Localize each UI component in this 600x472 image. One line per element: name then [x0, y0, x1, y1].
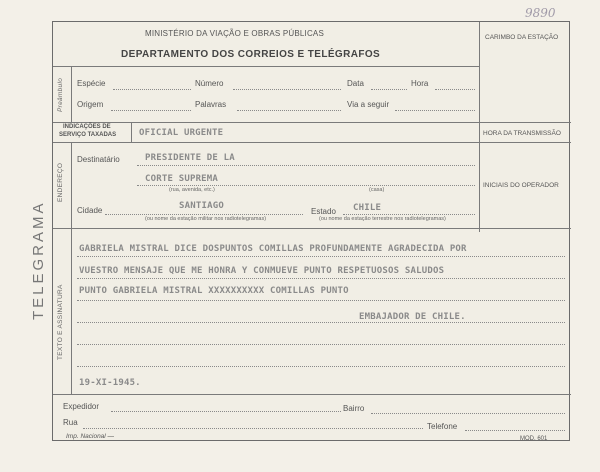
text-line-1: GABRIELA MISTRAL DICE DOSPUNTOS COMILLAS PROFUNDAMENTE AGRADECIDA POR [79, 244, 467, 254]
cidade-label: Cidade [77, 206, 103, 215]
transmission-label: HORA DA TRANSMISSÃO [483, 130, 561, 137]
archive-number: 9890 [525, 6, 556, 20]
model-number: MOD. 601 [520, 436, 548, 442]
side-title: TELEGRAMA [30, 200, 47, 320]
estado-label: Estado [311, 207, 336, 216]
destinatario-value: PRESIDENTE DE LA [145, 153, 235, 163]
especie-label: Espécie [77, 79, 106, 88]
text-line-3: PUNTO GABRIELA MISTRAL XXXXXXXXXX COMILLAS PUNTO [79, 286, 349, 296]
address-line2-hint: (rua, avenida, etc.) [169, 187, 215, 193]
estado-value: CHILE [353, 203, 382, 213]
telegram-form [52, 21, 570, 441]
ministry-title: MINISTÉRIO DA VIAÇÃO E OBRAS PÚBLICAS [145, 29, 324, 38]
origem-label: Origem [77, 100, 104, 109]
casa-hint: (casa) [369, 187, 385, 193]
service-value: OFICIAL URGENTE [139, 128, 224, 138]
preamble-label: Preâmbulo [57, 77, 64, 112]
text-date: 19-XI-1945. [79, 378, 141, 388]
operator-label: INICIAIS DO OPERADOR [483, 182, 559, 189]
text-line-4: EMBAJADOR DE CHILE. [359, 312, 466, 322]
hora-label: Hora [411, 79, 429, 88]
service-label-1: INDICAÇÕES DE [63, 124, 111, 130]
address-section-label: ENDEREÇO [57, 162, 64, 202]
text-section-label: TEXTO E ASSINATURA [57, 284, 64, 360]
department-title: DEPARTAMENTO DOS CORREIOS E TELÉGRAFOS [121, 49, 381, 60]
cidade-value: SANTIAGO [179, 201, 224, 211]
address-line2-value: CORTE SUPREMA [145, 174, 219, 184]
palavras-label: Palavras [195, 100, 227, 109]
text-line-2: VUESTRO MENSAJE QUE ME HONRA Y CONMUEVE PUNTO RESPETUOSOS SALUDOS [79, 266, 445, 276]
stamp-label: CARIMBO DA ESTAÇÃO [485, 34, 559, 41]
numero-label: Número [195, 79, 224, 88]
service-label-2: SERVIÇO TAXADAS [59, 132, 117, 138]
bairro-label: Bairro [343, 404, 365, 413]
estado-hint: (ou nome da estação terrestre nos radiotelegramas) [319, 216, 446, 222]
rua-label: Rua [63, 418, 78, 427]
destinatario-label: Destinatário [77, 155, 120, 164]
imprint: Imp. Nacional — [66, 433, 115, 440]
telefone-label: Telefone [427, 422, 458, 431]
data-label: Data [347, 79, 364, 88]
cidade-hint: (ou nome da estação militar nos radiotelegramas) [145, 216, 267, 222]
via-label: Via a seguir [347, 100, 390, 109]
expedidor-label: Expedidor [63, 402, 100, 411]
